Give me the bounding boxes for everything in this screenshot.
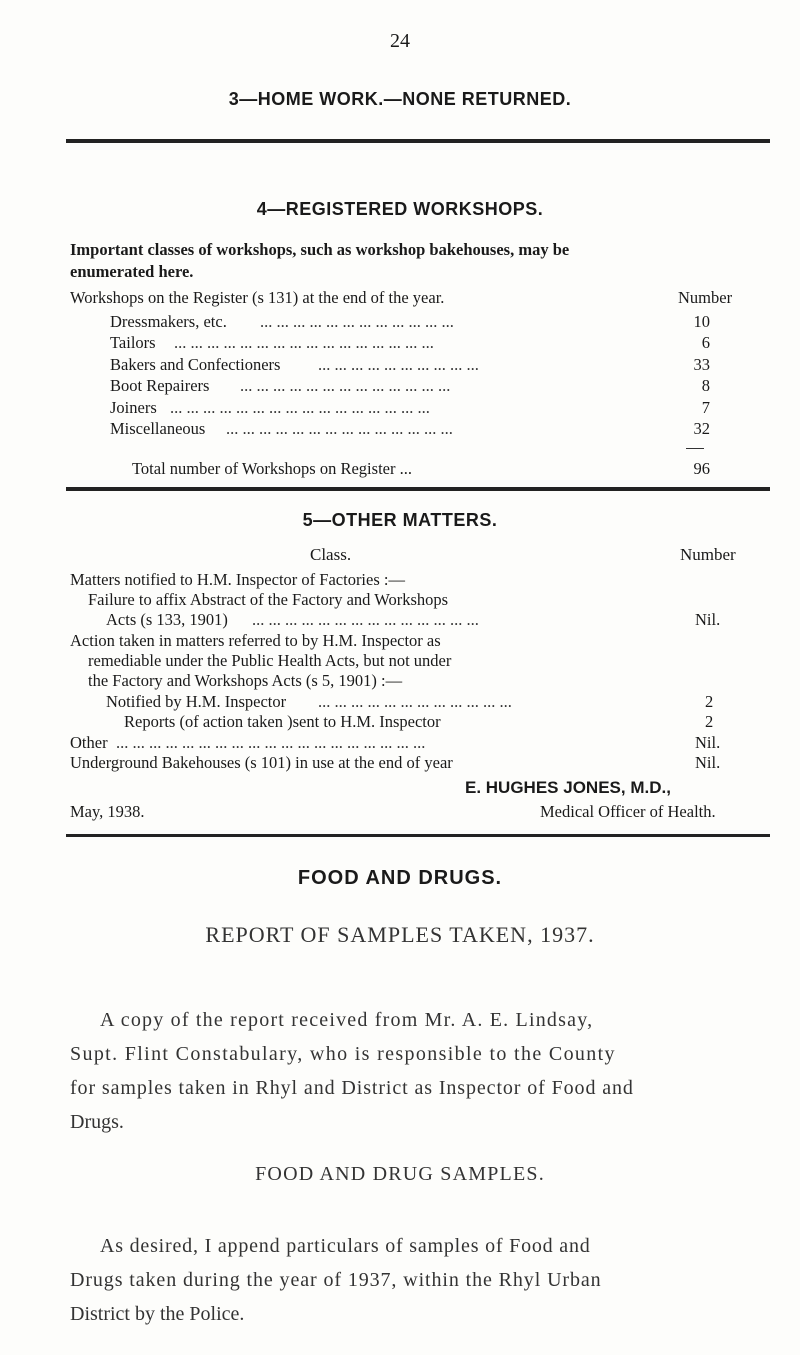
matters-value: Nil. xyxy=(695,733,721,752)
class-header: Class. xyxy=(310,545,352,564)
workshop-value: 33 xyxy=(693,355,710,374)
matters-value: Nil. xyxy=(695,610,721,629)
matters-line: remediable under the Public Health Acts, but not under xyxy=(88,651,452,670)
para-line: District by the Police. xyxy=(70,1303,245,1325)
para-line: A copy of the report received from Mr. A. E. Lindsay, xyxy=(100,1009,594,1031)
workshop-label: Bakers and Confectioners xyxy=(110,355,281,374)
workshop-value: 10 xyxy=(693,312,710,331)
food-subheading: REPORT OF SAMPLES TAKEN, 1937. xyxy=(205,922,595,947)
matters-line: Reports (of action taken )sent to H.M. Inspector xyxy=(124,712,441,731)
para-line: As desired, I append particulars of samples of Food and xyxy=(100,1235,591,1257)
food-heading: FOOD AND DRUGS. xyxy=(297,867,503,889)
matters-value: 2 xyxy=(705,692,714,711)
section4-intro-line2: enumerated here. xyxy=(70,262,194,281)
dot-leader: ... ... ... ... ... ... ... ... ... ... xyxy=(318,355,479,374)
divider xyxy=(66,834,770,837)
workshop-label: Dressmakers, etc. xyxy=(110,312,227,331)
workshop-label: Miscellaneous xyxy=(110,419,206,438)
para-line: Drugs. xyxy=(70,1111,124,1133)
para-line: for samples taken in Rhyl and District as Inspector of Food and xyxy=(70,1077,634,1099)
total-separator xyxy=(686,448,704,449)
matters-line: Notified by H.M. Inspector xyxy=(106,692,287,711)
page-number: 24 xyxy=(390,30,410,52)
para-line: Supt. Flint Constabulary, who is responsible to the County xyxy=(70,1043,616,1065)
dot-leader: ... ... ... ... ... ... ... ... ... ... ... ... ... ... ... ... xyxy=(170,398,430,417)
signature-name: E. HUGHES JONES, M.D., xyxy=(465,778,671,797)
workshop-value: 32 xyxy=(693,419,710,438)
food-subheading2: FOOD AND DRUG SAMPLES. xyxy=(255,1163,545,1185)
matters-line: Underground Bakehouses (s 101) in use at the end of year xyxy=(70,753,453,772)
dot-leader: ... ... ... ... ... ... ... ... ... ... ... ... ... ... xyxy=(252,610,479,629)
food-para2 xyxy=(70,1229,770,1331)
matters-line: Matters notified to H.M. Inspector of Factories :— xyxy=(70,570,405,589)
dot-leader: ... ... ... ... ... ... ... ... ... ... ... ... xyxy=(260,312,454,331)
total-label: Total number of Workshops on Register ... xyxy=(132,459,412,478)
dot-leader: ... ... ... ... ... ... ... ... ... ... ... ... ... xyxy=(240,376,451,395)
matters-line: Acts (s 133, 1901) xyxy=(106,610,228,629)
workshop-label: Boot Repairers xyxy=(110,376,210,395)
signature-title: Medical Officer of Health. xyxy=(540,802,716,821)
workshop-label: Joiners xyxy=(110,398,157,417)
matters-line: Action taken in matters referred to by H.M. Inspector as xyxy=(70,631,441,650)
workshop-value: 8 xyxy=(701,376,710,395)
food-para1 xyxy=(70,1003,770,1139)
matters-line: Failure to affix Abstract of the Factory and Workshops xyxy=(88,590,449,609)
workshop-value: 6 xyxy=(701,333,710,352)
divider xyxy=(66,487,770,491)
workshop-value: 7 xyxy=(701,398,710,417)
total-value: 96 xyxy=(693,459,710,478)
matters-value: 2 xyxy=(705,712,714,731)
register-label: Workshops on the Register (s 131) at the end of the year. xyxy=(70,288,445,307)
number-header: Number xyxy=(678,288,733,307)
section4-heading: 4—REGISTERED WORKSHOPS. xyxy=(256,199,544,219)
number-header: Number xyxy=(680,545,736,564)
divider xyxy=(66,139,770,143)
section3-heading: 3—HOME WORK.—NONE RETURNED. xyxy=(228,89,572,109)
dot-leader: ... ... ... ... ... ... ... ... ... ... ... ... ... ... ... ... ... ... ... xyxy=(116,733,426,752)
signature-date: May, 1938. xyxy=(70,802,145,821)
matters-line: the Factory and Workshops Acts (s 5, 1901) :— xyxy=(88,671,403,690)
workshop-label: Tailors xyxy=(110,333,156,352)
para-line: Drugs taken during the year of 1937, within the Rhyl Urban xyxy=(70,1269,602,1291)
dot-leader: ... ... ... ... ... ... ... ... ... ... ... ... ... ... xyxy=(226,419,453,438)
section4-intro-line1: Important classes of workshops, such as workshop bakehouses, may be xyxy=(70,240,570,259)
dot-leader: ... ... ... ... ... ... ... ... ... ... ... ... ... ... ... ... xyxy=(174,333,434,352)
matters-value: Nil. xyxy=(695,753,721,772)
section5-heading: 5—OTHER MATTERS. xyxy=(302,510,498,530)
matters-line: Other xyxy=(70,733,108,752)
dot-leader: ... ... ... ... ... ... ... ... ... ... ... ... xyxy=(318,692,512,711)
